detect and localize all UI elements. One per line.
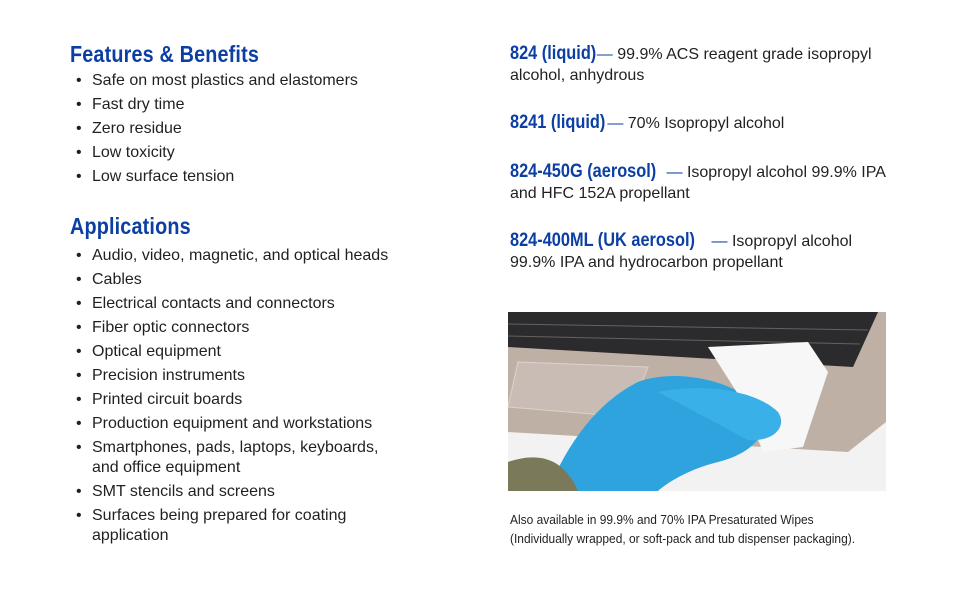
product-824-400ml xyxy=(510,230,900,273)
product-desc: Isopropyl alcohol 99.9% IPA and HFC 152A propellant xyxy=(510,164,885,202)
gloved-hand-wiping-laptop-photo xyxy=(508,312,886,491)
product-desc: Isopropyl alcohol 99.9% IPA and hydrocarbon propellant xyxy=(510,233,853,271)
applications-heading: Applications xyxy=(70,213,191,239)
list-item: • Optical equipment xyxy=(76,342,406,362)
features-heading: Features & Benefits xyxy=(70,41,260,67)
dash: — xyxy=(596,46,613,63)
dash: — xyxy=(607,115,624,132)
list-item: • Audio, video, magnetic, and optical heads xyxy=(76,246,406,266)
list-item: • Production equipment and workstations xyxy=(76,414,406,434)
product-name: 824 (liquid) xyxy=(510,43,597,64)
list-item: • Electrical contacts and connectors xyxy=(76,294,406,314)
product-name: 824-400ML (UK aerosol) xyxy=(510,230,695,251)
list-item: • Zero residue xyxy=(76,119,416,139)
list-item: • Low toxicity xyxy=(76,143,416,163)
features-list xyxy=(76,71,416,191)
product-name: 824-450G (aerosol) xyxy=(510,161,657,182)
product-desc: 99.9% ACS reagent grade isopropyl alcohol, anhydrous xyxy=(510,46,872,84)
list-item: • Safe on most plastics and elastomers xyxy=(76,71,416,91)
list-item: • Smartphones, pads, laptops, keyboards, and office equipment xyxy=(76,438,392,478)
list-item: • Fiber optic connectors xyxy=(76,318,406,338)
list-item: • Surfaces being prepared for coating application xyxy=(76,506,382,546)
product-8241 xyxy=(510,112,900,134)
dash: — xyxy=(711,233,728,250)
list-item: • Printed circuit boards xyxy=(76,390,406,410)
caption-line-2: (Individually wrapped, or soft-pack and tub dispenser packaging). xyxy=(510,531,856,546)
product-824-450g xyxy=(510,161,900,204)
list-item: • SMT stencils and screens xyxy=(76,482,406,502)
applications-list xyxy=(76,246,406,550)
list-item: • Cables xyxy=(76,270,406,290)
caption xyxy=(510,510,896,548)
product-desc: 70% Isopropyl alcohol xyxy=(627,115,785,132)
dash: — xyxy=(666,164,683,181)
list-item: • Low surface tension xyxy=(76,167,416,187)
caption-line-1: Also available in 99.9% and 70% IPA Presaturated Wipes xyxy=(510,512,814,527)
list-item: • Precision instruments xyxy=(76,366,406,386)
list-item: • Fast dry time xyxy=(76,95,416,115)
product-824 xyxy=(510,43,900,86)
product-name: 8241 (liquid) xyxy=(510,112,606,133)
